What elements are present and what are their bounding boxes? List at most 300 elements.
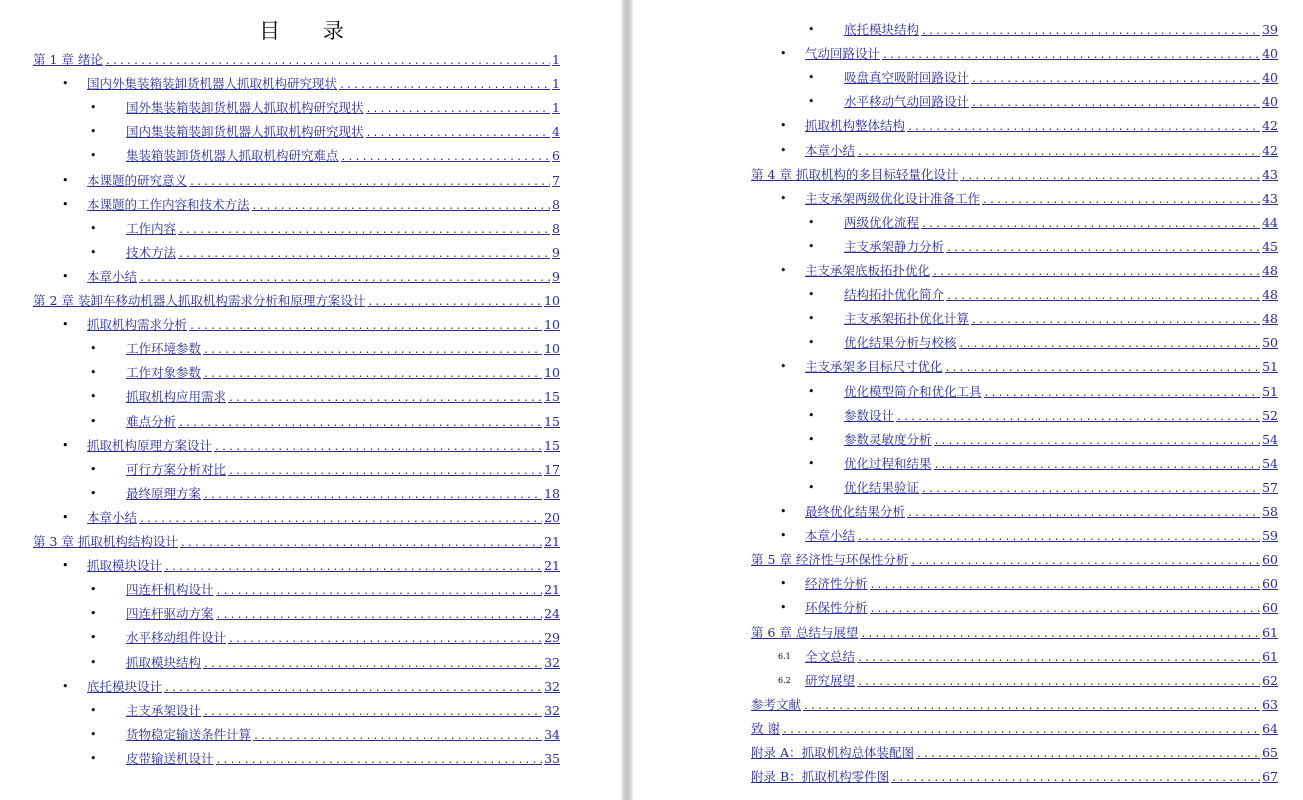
toc-bullet: •: [62, 77, 69, 91]
toc-entry-title[interactable]: 致 谢: [751, 720, 780, 736]
toc-bullet: •: [808, 432, 815, 446]
toc-dot-leader: [216, 582, 543, 602]
toc-page-number[interactable]: 32: [544, 678, 560, 694]
toc-page-number[interactable]: 10: [544, 317, 560, 333]
toc-entry-title[interactable]: 集装箱装卸货机器人抓取机构研究难点: [126, 148, 339, 164]
toc-dot-leader: [164, 679, 542, 699]
toc-page-number[interactable]: 44: [1262, 214, 1278, 230]
toc-entry-title[interactable]: 本章小结: [805, 142, 856, 158]
toc-entry[interactable]: [126, 725, 560, 745]
toc-dot-leader: [857, 673, 1260, 693]
toc-bullet: •: [62, 559, 69, 573]
toc-page-number[interactable]: 40: [1262, 70, 1278, 86]
toc-entry[interactable]: [126, 653, 560, 673]
toc-dot-leader: [803, 697, 1260, 717]
toc-page-number[interactable]: 1: [552, 76, 560, 92]
toc-page-number[interactable]: 29: [544, 630, 560, 646]
toc-page-number[interactable]: 17: [544, 461, 560, 477]
toc-bullet: •: [808, 95, 815, 109]
toc-dot-leader: [896, 408, 1260, 428]
toc-dot-leader: [367, 293, 542, 313]
toc-dot-leader: [946, 239, 1260, 259]
toc-dot-leader: [971, 94, 1260, 114]
toc-bullet: •: [62, 269, 69, 283]
toc-entry[interactable]: [844, 92, 1278, 112]
toc-dot-leader: [959, 335, 1261, 355]
toc-bullet: •: [62, 679, 69, 693]
toc-bullet: •: [808, 408, 815, 422]
toc-bullet: •: [808, 288, 815, 302]
toc-entry[interactable]: [805, 574, 1278, 594]
toc-entry-title[interactable]: 第 4 章 抓取机构的多目标轻量化设计: [751, 166, 959, 182]
toc-page-number[interactable]: 48: [1262, 263, 1278, 278]
toc-page-number[interactable]: 32: [544, 702, 560, 718]
toc-page-number[interactable]: 32: [544, 654, 560, 670]
toc-bullet: •: [90, 149, 97, 163]
toc-entry[interactable]: [126, 749, 560, 769]
toc-dot-leader: [366, 100, 551, 120]
toc-dot-leader: [216, 606, 543, 626]
toc-entry[interactable]: [126, 387, 560, 407]
toc-page-number[interactable]: 48: [1262, 287, 1278, 303]
toc-entry-title[interactable]: 四连杆机构设计: [126, 582, 214, 598]
toc-bullet: •: [90, 366, 97, 380]
toc-dot-leader: [339, 76, 550, 96]
toc-entry[interactable]: [844, 478, 1278, 498]
toc-entry[interactable]: [126, 219, 560, 239]
toc-entry-title[interactable]: 抓取机构原理方案设计: [87, 437, 213, 453]
toc-dot-leader: [203, 655, 542, 675]
toc-dot-leader: [203, 486, 542, 506]
toc-bullet: •: [90, 414, 97, 428]
toc-entry-title[interactable]: 工作对象参数: [126, 365, 202, 381]
toc-bullet: •: [90, 125, 97, 139]
toc-bullet: •: [780, 119, 787, 133]
toc-entry[interactable]: [33, 50, 560, 70]
toc-page-number[interactable]: 54: [1262, 431, 1278, 447]
toc-page-number[interactable]: 54: [1262, 455, 1278, 471]
toc-page-number[interactable]: 6: [552, 148, 560, 164]
toc-entry[interactable]: [751, 743, 1278, 763]
toc-bullet: •: [808, 456, 815, 470]
toc-dot-leader: [253, 727, 542, 747]
toc-dot-leader: [932, 263, 1260, 283]
toc-entry-title[interactable]: 水平移动组件设计: [126, 630, 227, 646]
toc-entry-title[interactable]: 全文总结: [805, 648, 856, 664]
toc-dot-leader: [921, 22, 1260, 42]
toc-entry-title[interactable]: 经济性分析: [805, 576, 868, 592]
toc-page-number[interactable]: 62: [1262, 672, 1278, 688]
toc-entry[interactable]: [844, 454, 1278, 474]
toc-entry[interactable]: [126, 363, 560, 383]
toc-dot-leader: [910, 552, 1260, 572]
toc-entry[interactable]: [844, 285, 1278, 305]
toc-page-number[interactable]: 4: [552, 124, 560, 140]
toc-dot-leader: [252, 197, 551, 217]
toc-page-number[interactable]: 8: [552, 220, 560, 236]
toc-dot-leader: [782, 721, 1260, 741]
toc-entry[interactable]: [126, 339, 560, 359]
toc-entry[interactable]: [126, 460, 560, 480]
toc-entry[interactable]: [87, 677, 560, 697]
toc-entry-title[interactable]: 优化过程和结果: [844, 455, 932, 471]
toc-dot-leader: [934, 432, 1261, 452]
toc-entry-title[interactable]: 最终优化结果分析: [805, 504, 906, 519]
toc-page-number[interactable]: 43: [1262, 190, 1278, 206]
toc-dot-leader: [178, 245, 550, 265]
toc-entry[interactable]: [751, 719, 1278, 739]
toc-bullet: •: [90, 221, 97, 235]
toc-entry-title[interactable]: 主支承架两级优化设计准备工作: [805, 190, 981, 206]
toc-page-number[interactable]: 51: [1262, 359, 1278, 375]
toc-entry[interactable]: [805, 598, 1278, 618]
toc-page-number[interactable]: 42: [1262, 142, 1278, 158]
toc-entry-title[interactable]: 国外集装箱装卸货机器人抓取机构研究现状: [126, 100, 364, 116]
toc-entry-title[interactable]: 本章小结: [805, 528, 856, 544]
toc-entry[interactable]: [126, 701, 560, 721]
toc-entry[interactable]: [87, 171, 560, 191]
toc-dot-leader: [189, 173, 550, 193]
toc-dot-leader: [907, 504, 1260, 524]
toc-page-number[interactable]: 7: [552, 172, 560, 188]
toc-dot-leader: [971, 70, 1260, 90]
toc-page-number[interactable]: 18: [544, 485, 560, 501]
toc-entry-title[interactable]: 参数设计: [844, 407, 895, 423]
toc-page-number[interactable]: 1: [552, 100, 560, 116]
toc-page-number[interactable]: 57: [1262, 479, 1278, 495]
toc-dot-leader: [934, 456, 1261, 476]
toc-dot-leader: [921, 480, 1260, 500]
toc-entry-title[interactable]: 货物稳定输送条件计算: [126, 726, 252, 742]
toc-page-number[interactable]: 20: [544, 509, 560, 525]
toc-entry-title[interactable]: 主支承架拓扑优化计算: [844, 311, 970, 327]
toc-dot-leader: [203, 703, 542, 723]
toc-entry[interactable]: [87, 315, 560, 335]
toc-entry-title[interactable]: 工作环境参数: [126, 341, 202, 357]
toc-dot-leader: [945, 359, 1261, 379]
toc-entry[interactable]: [805, 502, 1278, 522]
toc-bullet: •: [780, 191, 787, 205]
toc-page-number[interactable]: 10: [544, 341, 560, 357]
toc-entry[interactable]: [33, 291, 560, 311]
toc-entry-title[interactable]: 国内外集装箱装卸货机器人抓取机构研究现状: [87, 76, 338, 92]
toc-entry-title[interactable]: 最终原理方案: [126, 485, 202, 501]
toc-bullet: •: [808, 71, 815, 85]
toc-entry[interactable]: [126, 412, 560, 432]
toc-entry-title[interactable]: 两级优化流程: [844, 214, 920, 230]
toc-bullet: •: [90, 390, 97, 404]
toc-entry[interactable]: [87, 267, 560, 287]
toc-number-marker: 6.2: [778, 675, 791, 685]
toc-entry[interactable]: [844, 213, 1278, 233]
toc-dot-leader: [882, 46, 1260, 66]
toc-entry-title[interactable]: 气动回路设计: [805, 46, 881, 62]
toc-entry[interactable]: [805, 141, 1278, 161]
toc-number-marker: 6.1: [778, 651, 791, 661]
toc-bullet: •: [808, 239, 815, 253]
toc-bullet: •: [90, 751, 97, 765]
toc-entry[interactable]: [126, 146, 560, 166]
toc-entry[interactable]: [805, 261, 1278, 281]
toc-entry-title[interactable]: 工作内容: [126, 220, 177, 236]
toc-entry[interactable]: [844, 382, 1278, 402]
toc-entry-title[interactable]: 难点分析: [126, 413, 177, 429]
toc-dot-leader: [982, 191, 1260, 211]
toc-bullet: •: [808, 384, 815, 398]
toc-dot-leader: [189, 317, 542, 337]
toc-entry[interactable]: [126, 122, 560, 142]
toc-entry-title[interactable]: 第 2 章 装卸车移动机器人抓取机构需求分析和原理方案设计: [33, 293, 366, 308]
toc-bullet: •: [808, 312, 815, 326]
toc-entry-title[interactable]: 附录 B：抓取机构零件图: [751, 769, 890, 785]
toc-entry-title[interactable]: 优化模型简介和优化工具: [844, 383, 982, 399]
document-page-left: [0, 0, 621, 800]
toc-dot-leader: [180, 534, 542, 554]
toc-dot-leader: [891, 769, 1260, 789]
toc-dot-leader: [921, 215, 1260, 235]
toc-bullet: •: [780, 529, 787, 543]
toc-entry[interactable]: [805, 44, 1278, 64]
toc-title: 目 录: [259, 19, 362, 43]
toc-entry-title[interactable]: 可行方案分析对比: [126, 461, 227, 477]
toc-entry[interactable]: [844, 333, 1278, 353]
toc-entry-title[interactable]: 抓取机构整体结构: [805, 118, 906, 134]
toc-bullet: •: [780, 505, 787, 518]
toc-page-number[interactable]: 58: [1262, 504, 1278, 519]
toc-entry-title[interactable]: 附录 A：抓取机构总体装配图: [751, 745, 915, 760]
toc-bullet: •: [90, 486, 97, 500]
toc-bullet: •: [90, 245, 97, 259]
toc-page-number[interactable]: 60: [1262, 552, 1278, 568]
toc-entry[interactable]: [33, 532, 560, 552]
toc-page-number[interactable]: 60: [1262, 600, 1278, 616]
toc-bullet: •: [90, 703, 97, 717]
toc-entry-title[interactable]: 优化结果验证: [844, 479, 920, 495]
toc-entry[interactable]: [126, 484, 560, 504]
toc-entry[interactable]: [87, 556, 560, 576]
toc-page-number[interactable]: 67: [1262, 769, 1278, 785]
toc-dot-leader: [203, 341, 542, 361]
toc-entry-title[interactable]: 本课题的研究意义: [87, 172, 188, 188]
toc-page-number[interactable]: 34: [544, 726, 560, 742]
toc-page-number[interactable]: 40: [1262, 46, 1278, 62]
toc-page-number[interactable]: 21: [544, 558, 560, 574]
toc-entry-title[interactable]: 主支承架多目标尺寸优化: [805, 359, 943, 375]
toc-bullet: •: [90, 655, 97, 669]
toc-page-number[interactable]: 21: [544, 534, 560, 549]
toc-entry-title[interactable]: 第 5 章 经济性与环保性分析: [751, 552, 909, 568]
toc-page-number[interactable]: 45: [1262, 238, 1278, 254]
toc-entry[interactable]: [844, 20, 1278, 40]
toc-entry-title[interactable]: 吸盘真空吸附回路设计: [844, 70, 970, 86]
toc-entry[interactable]: [805, 647, 1278, 667]
toc-dot-leader: [341, 148, 551, 168]
toc-entry[interactable]: [126, 243, 560, 263]
toc-page-number[interactable]: 10: [544, 293, 560, 308]
toc-dot-leader: [857, 649, 1260, 669]
toc-page-number[interactable]: 52: [1262, 407, 1278, 423]
toc-entry-title[interactable]: 第 3 章 抓取机构结构设计: [33, 534, 178, 549]
toc-entry-title[interactable]: 主支承架底板拓扑优化: [805, 263, 931, 278]
toc-page-number[interactable]: 8: [552, 196, 560, 212]
toc-dot-leader: [203, 365, 542, 385]
toc-bullet: •: [62, 510, 69, 524]
toc-page-number[interactable]: 9: [552, 268, 560, 284]
toc-entry-title[interactable]: 主支承架设计: [126, 702, 202, 718]
toc-entry[interactable]: [805, 671, 1278, 691]
toc-entry-title[interactable]: 参考文献: [751, 696, 802, 712]
toc-dot-leader: [178, 221, 550, 241]
toc-entry-title[interactable]: 技术方法: [126, 244, 177, 260]
toc-page-number[interactable]: 42: [1262, 118, 1278, 134]
toc-dot-leader: [216, 751, 543, 771]
toc-dot-leader: [960, 167, 1260, 187]
toc-page-number[interactable]: 50: [1262, 335, 1278, 351]
toc-dot-leader: [105, 52, 550, 72]
toc-entry-title[interactable]: 底托模块设计: [87, 678, 163, 694]
toc-entry-title[interactable]: 四连杆驱动方案: [126, 606, 214, 622]
toc-page-number[interactable]: 40: [1262, 94, 1278, 110]
toc-entry[interactable]: [87, 74, 560, 94]
document-page-right: [633, 0, 1303, 800]
toc-dot-leader: [228, 462, 542, 482]
toc-entry-title[interactable]: 抓取模块设计: [87, 558, 163, 574]
toc-bullet: •: [62, 318, 69, 332]
toc-bullet: •: [90, 631, 97, 645]
toc-page-number[interactable]: 9: [552, 244, 560, 260]
toc-dot-leader: [946, 287, 1260, 307]
toc-entry-title[interactable]: 抓取机构需求分析: [87, 317, 188, 333]
toc-bullet: •: [90, 462, 97, 476]
toc-entry-title[interactable]: 抓取模块结构: [126, 654, 202, 670]
toc-page-number[interactable]: 65: [1262, 745, 1278, 760]
toc-page-number[interactable]: 61: [1262, 624, 1278, 640]
toc-entry[interactable]: [126, 604, 560, 624]
toc-page-number[interactable]: 24: [544, 606, 560, 622]
toc-dot-leader: [139, 269, 550, 289]
toc-entry[interactable]: [87, 508, 560, 528]
toc-entry[interactable]: [805, 526, 1278, 546]
toc-entry[interactable]: [751, 165, 1278, 185]
toc-page-number[interactable]: 10: [544, 365, 560, 381]
toc-bullet: •: [90, 727, 97, 741]
toc-entry-title[interactable]: 底托模块结构: [844, 22, 920, 37]
toc-entry[interactable]: [805, 116, 1278, 136]
toc-entry-title[interactable]: 抓取机构应用需求: [126, 389, 227, 405]
toc-dot-leader: [984, 384, 1261, 404]
toc-entry-title[interactable]: 研究展望: [805, 672, 856, 688]
toc-page-number[interactable]: 21: [544, 582, 560, 598]
toc-entry[interactable]: [844, 406, 1278, 426]
toc-dot-leader: [916, 745, 1260, 765]
toc-page-number[interactable]: 43: [1262, 166, 1278, 182]
toc-page-number[interactable]: 51: [1262, 383, 1278, 399]
toc-dot-leader: [860, 625, 1260, 645]
toc-entry[interactable]: [126, 628, 560, 648]
toc-dot-leader: [870, 600, 1261, 620]
toc-page-number[interactable]: 64: [1262, 720, 1278, 736]
toc-bullet: •: [62, 438, 69, 452]
toc-entry-title[interactable]: 结构拓扑优化简介: [844, 287, 945, 303]
toc-dot-leader: [907, 118, 1260, 138]
toc-entry[interactable]: [844, 430, 1278, 450]
toc-entry[interactable]: [844, 237, 1278, 257]
toc-entry-title[interactable]: 参数灵敏度分析: [844, 431, 932, 447]
toc-bullet: •: [808, 480, 815, 494]
toc-entry[interactable]: [751, 695, 1278, 715]
toc-entry-title[interactable]: 环保性分析: [805, 600, 868, 616]
toc-dot-leader: [870, 576, 1261, 596]
toc-page-number[interactable]: 48: [1262, 311, 1278, 327]
toc-entry-title[interactable]: 第 1 章 绪论: [33, 52, 103, 67]
toc-bullet: •: [90, 607, 97, 621]
toc-bullet: •: [780, 264, 787, 277]
toc-bullet: •: [780, 47, 787, 61]
toc-dot-leader: [971, 311, 1260, 331]
toc-dot-leader: [366, 124, 551, 144]
toc-entry-title[interactable]: 本章小结: [87, 509, 138, 525]
toc-page-number[interactable]: 59: [1262, 528, 1278, 544]
toc-dot-leader: [857, 528, 1260, 548]
toc-entry[interactable]: [751, 623, 1278, 643]
page-gutter: [621, 0, 633, 800]
toc-entry[interactable]: [844, 309, 1278, 329]
toc-entry-title[interactable]: 水平移动气动回路设计: [844, 94, 970, 110]
toc-entry-title[interactable]: 主支承架静力分析: [844, 238, 945, 254]
toc-entry-title[interactable]: 本章小结: [87, 268, 138, 284]
toc-page-number[interactable]: 35: [544, 750, 560, 766]
toc-bullet: •: [780, 143, 787, 157]
toc-page-number[interactable]: 15: [544, 437, 560, 453]
toc-page-number[interactable]: 1: [552, 52, 560, 67]
toc-entry[interactable]: [844, 68, 1278, 88]
toc-page-number[interactable]: 39: [1262, 22, 1278, 37]
toc-entry[interactable]: [126, 98, 560, 118]
toc-entry-title[interactable]: 国内集装箱装卸货机器人抓取机构研究现状: [126, 124, 364, 140]
toc-entry[interactable]: [805, 357, 1278, 377]
toc-entry[interactable]: [805, 189, 1278, 209]
toc-entry[interactable]: [751, 550, 1278, 570]
toc-page-number[interactable]: 60: [1262, 576, 1278, 592]
toc-bullet: •: [808, 23, 815, 36]
toc-page-number[interactable]: 15: [544, 389, 560, 405]
toc-bullet: •: [780, 601, 787, 615]
toc-entry-title[interactable]: 第 6 章 总结与展望: [751, 624, 859, 640]
toc-bullet: •: [90, 583, 97, 597]
toc-dot-leader: [228, 389, 542, 409]
toc-entry-title[interactable]: 本课题的工作内容和技术方法: [87, 196, 250, 212]
toc-entry-title[interactable]: 优化结果分析与校核: [844, 335, 957, 351]
toc-bullet: •: [808, 215, 815, 229]
toc-bullet: •: [62, 173, 69, 187]
toc-entry-title[interactable]: 皮带输送机设计: [126, 750, 214, 766]
toc-dot-leader: [214, 438, 542, 458]
toc-dot-leader: [228, 630, 542, 650]
toc-entry[interactable]: [126, 580, 560, 600]
toc-dot-leader: [139, 510, 542, 530]
toc-dot-leader: [178, 414, 542, 434]
toc-dot-leader: [164, 558, 542, 578]
toc-bullet: •: [780, 577, 787, 591]
toc-entry[interactable]: [87, 195, 560, 215]
toc-entry[interactable]: [751, 767, 1278, 787]
toc-dot-leader: [857, 143, 1260, 163]
toc-entry[interactable]: [87, 436, 560, 456]
toc-bullet: •: [780, 360, 787, 374]
toc-page-number[interactable]: 63: [1262, 696, 1278, 712]
toc-page-number[interactable]: 15: [544, 413, 560, 429]
toc-page-number[interactable]: 61: [1262, 648, 1278, 664]
